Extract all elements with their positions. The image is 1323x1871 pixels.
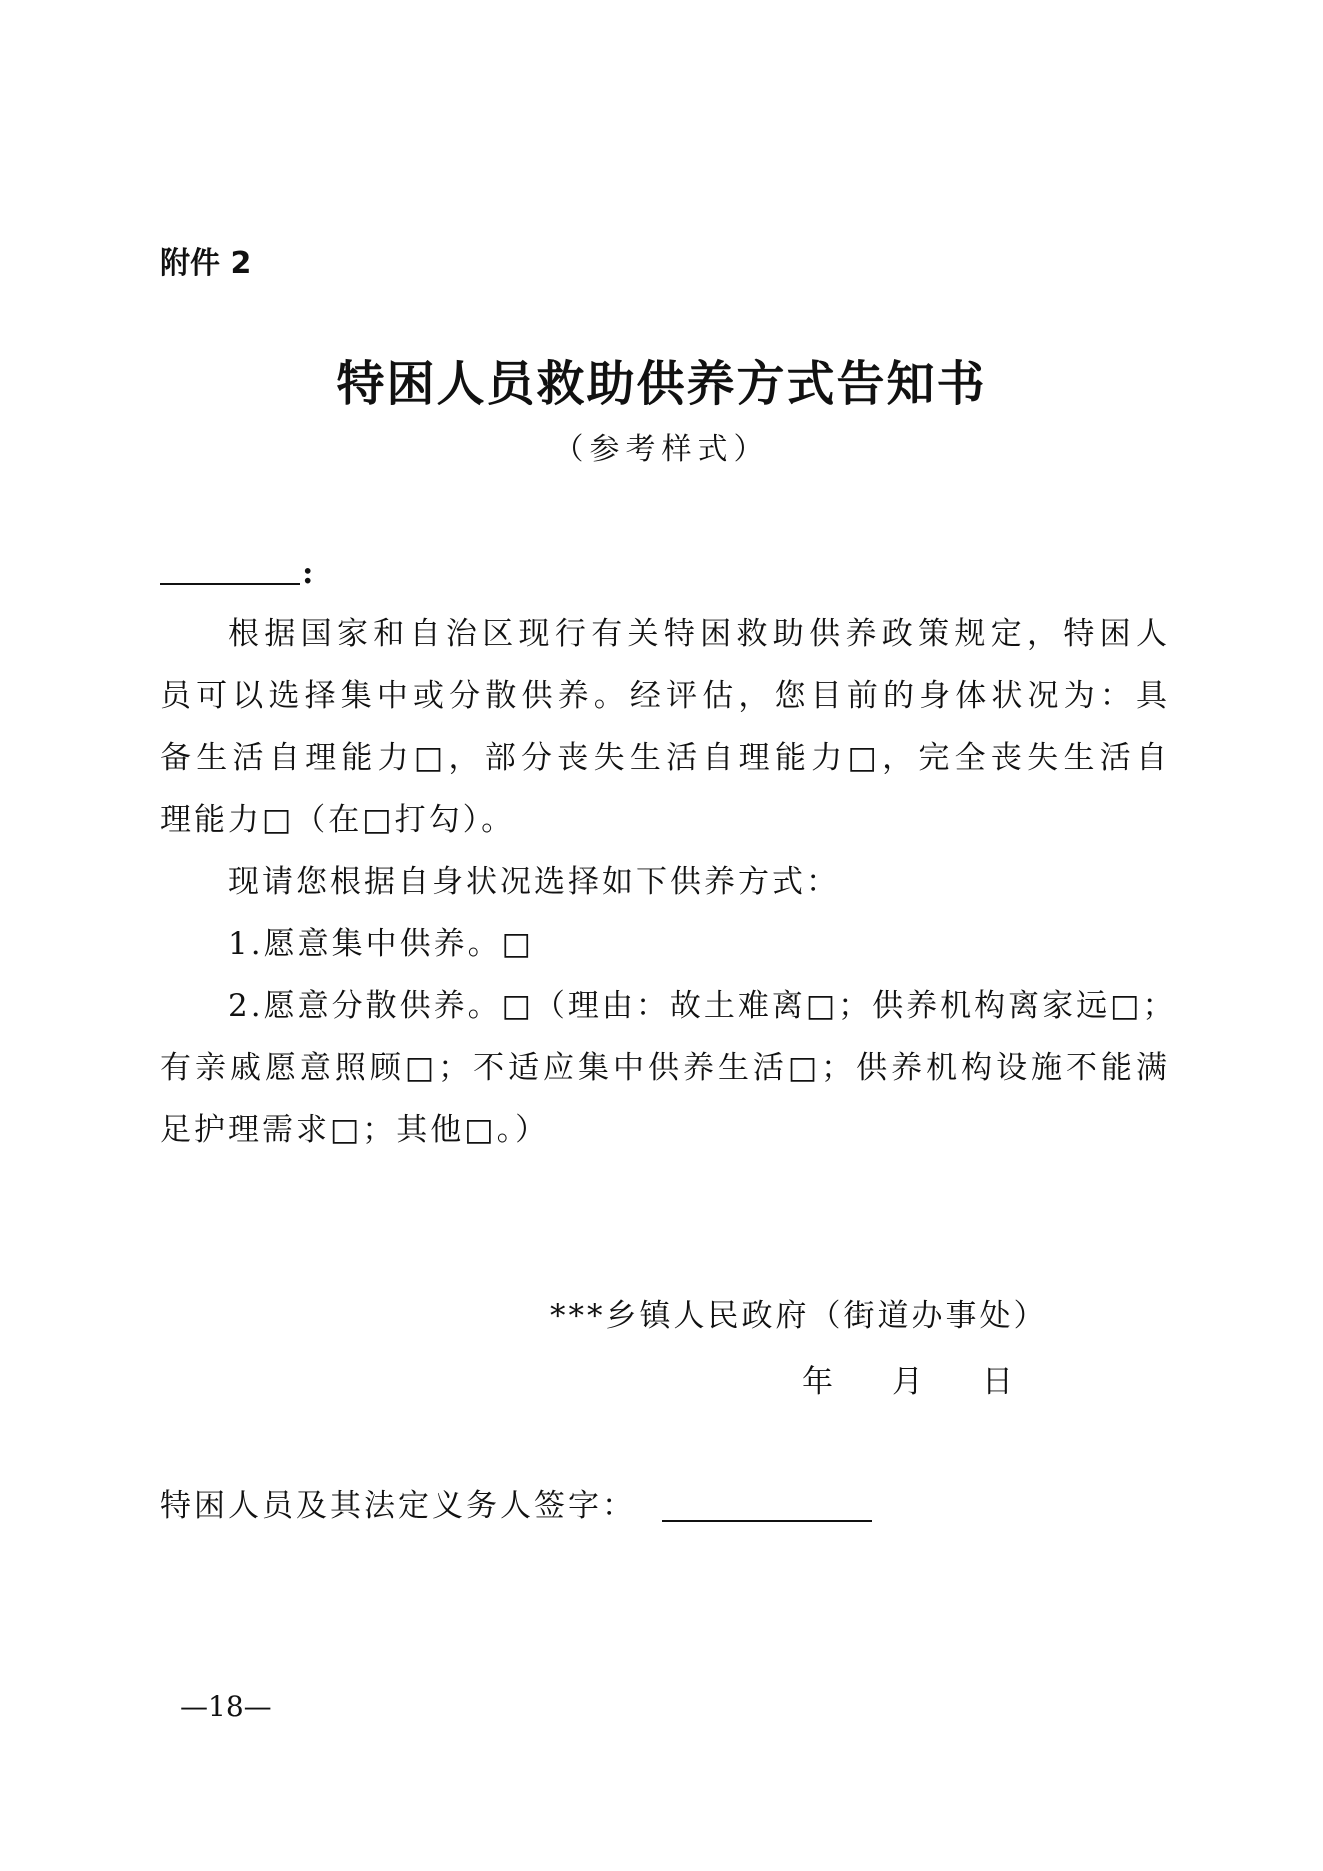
attachment-label: 附件 2 — [160, 246, 252, 281]
signature-label: 特困人员及其法定义务人签字： — [160, 1488, 636, 1524]
paragraph-2: 现请您根据自身状况选择如下供养方式： — [228, 864, 840, 900]
page-number: —18— — [180, 1690, 272, 1723]
document-subtitle: （参考样式） — [553, 432, 770, 467]
paragraph-1-line-1: 根据国家和自治区现行有关特困救助供养政策规定，特困人 — [228, 616, 1170, 652]
paragraph-1-line-2: 员可以选择集中或分散供养。经评估，您目前的身体状况为：具 — [160, 678, 1170, 714]
option-1-centralized[interactable]: 1.愿意集中供养。□ — [228, 926, 534, 962]
issuer-name: ***乡镇人民政府（街道办事处） — [550, 1298, 1048, 1334]
issue-date: 年 月 日 — [802, 1364, 1027, 1400]
salutation-colon: : — [302, 555, 317, 591]
paragraph-1-line-4: 理能力□（在□打勾）。 — [160, 802, 516, 838]
document-title: 特困人员救助供养方式告知书 — [336, 356, 987, 412]
option-2-dispersed-line-2[interactable]: 有亲戚愿意照顾□；不适应集中供养生活□；供养机构设施不能满 — [160, 1050, 1170, 1086]
recipient-blank-line[interactable] — [160, 583, 300, 585]
paragraph-1-line-3: 备生活自理能力□，部分丧失生活自理能力□，完全丧失生活自 — [160, 740, 1170, 776]
signature-blank-line[interactable] — [662, 1520, 872, 1522]
option-2-dispersed-line-3[interactable]: 足护理需求□；其他□。） — [160, 1112, 550, 1148]
option-2-dispersed-line-1[interactable]: 2.愿意分散供养。□（理由：故土难离□；供养机构离家远□； — [228, 988, 1177, 1024]
